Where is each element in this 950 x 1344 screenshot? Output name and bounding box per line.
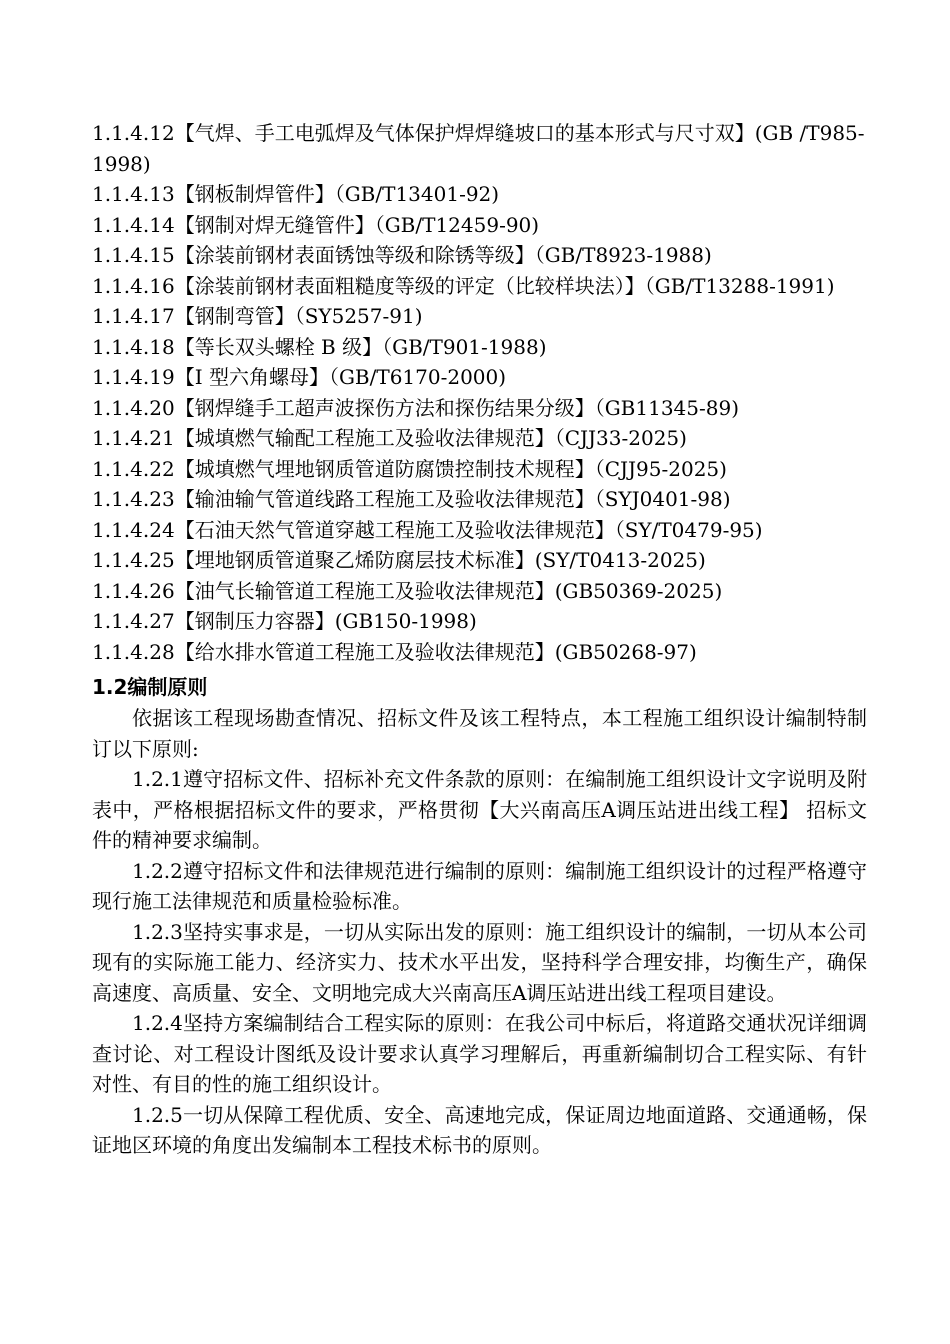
reference-item: 1.1.4.25【埋地钢质管道聚乙烯防腐层技术标准】(SY/T0413-2025) xyxy=(92,548,706,572)
reference-item: 1.1.4.28【给水排水管道工程施工及验收法律规范】(GB50268-97) xyxy=(92,639,697,664)
section-body xyxy=(92,703,867,1161)
reference-item: 1.1.4.24【石油天然气管道穿越工程施工及验收法律规范】（SY/T0479-95) xyxy=(92,517,763,542)
reference-item: 1.1.4.14【钢制对焊无缝管件】（GB/T12459-90) xyxy=(92,212,540,237)
reference-item: 1.1.4.19【I 型六角螺母】（GB/T6170-2000) xyxy=(92,365,507,389)
reference-item: 1.1.4.16【涂装前钢材表面粗糙度等级的评定（比较样块法）】（GB/T13288-1991) xyxy=(92,273,835,298)
reference-item: 1.1.4.12【气焊、手工电弧焊及气体保护焊焊缝坡口的基本形式与尺寸双】(GB /T985-1998) xyxy=(92,121,865,176)
reference-item: 1.1.4.27【钢制压力容器】(GB150-1998) xyxy=(92,609,477,633)
reference-item: 1.1.4.23【输油输气管道线路工程施工及验收法律规范】（SYJ0401-98) xyxy=(92,487,731,511)
principle-paragraph: 1.2.4坚持方案编制结合工程实际的原则：在我公司中标后，将道路交通状况详细调查讨论、对工程设计图纸及设计要求认真学习理解后，再重新编制切合工程实际、有针对性、有目的性的施工组织设计。 xyxy=(92,1011,867,1096)
reference-item: 1.1.4.22【城填燃气埋地钢质管道防腐馈控制技术规程】（CJJ95-2025) xyxy=(92,456,727,481)
reference-item: 1.1.4.20【钢焊缝手工超声波探伤方法和探伤结果分级】（GB11345-89) xyxy=(92,395,740,420)
principle-paragraph: 1.2.2遵守招标文件和法律规范进行编制的原则：编制施工组织设计的过程严格遵守现行施工法律规范和质量检验标准。 xyxy=(92,858,867,913)
reference-item: 1.1.4.15【涂装前钢材表面锈蚀等级和除锈等级】（GB/T8923-1988) xyxy=(92,243,712,267)
reference-item: 1.1.4.26【油气长输管道工程施工及验收法律规范】(GB50369-2025) xyxy=(92,578,723,603)
document-page xyxy=(92,118,867,1161)
reference-item: 1.1.4.18【等长双头螺栓 B 级】（GB/T901-1988) xyxy=(92,334,547,359)
section-heading: 1.2编制原则 xyxy=(92,675,208,699)
reference-list xyxy=(92,118,867,667)
principle-paragraph: 1.2.1遵守招标文件、招标补充文件条款的原则：在编制施工组织设计文字说明及附表中，严格根据招标文件的要求，严格贯彻【大兴南高压A调压站进出线工程】 招标文件的精神要求编制。 xyxy=(92,767,867,852)
reference-item: 1.1.4.13【钢板制焊管件】（GB/T13401-92) xyxy=(92,182,500,206)
reference-item: 1.1.4.21【城填燃气输配工程施工及验收法律规范】（CJJ33-2025) xyxy=(92,426,687,450)
reference-item: 1.1.4.17【钢制弯管】（SY5257-91) xyxy=(92,304,423,328)
intro-paragraph: 依据该工程现场勘查情况、招标文件及该工程特点，本工程施工组织设计编制特制订以下原则: xyxy=(92,706,867,761)
principle-paragraph: 1.2.3坚持实事求是，一切从实际出发的原则：施工组织设计的编制，一切从本公司现有的实际施工能力、经济实力、技术水平出发，坚持科学合理安排，均衡生产，确保高速度、高质量、安全、文明地完成大兴南高压A调压站进出线工程项目建设。 xyxy=(92,919,867,1005)
principle-paragraph: 1.2.5一切从保障工程优质、安全、高速地完成，保证周边地面道路、交通通畅，保证地区环境的角度出发编制本工程技术标书的原则。 xyxy=(92,1102,867,1157)
